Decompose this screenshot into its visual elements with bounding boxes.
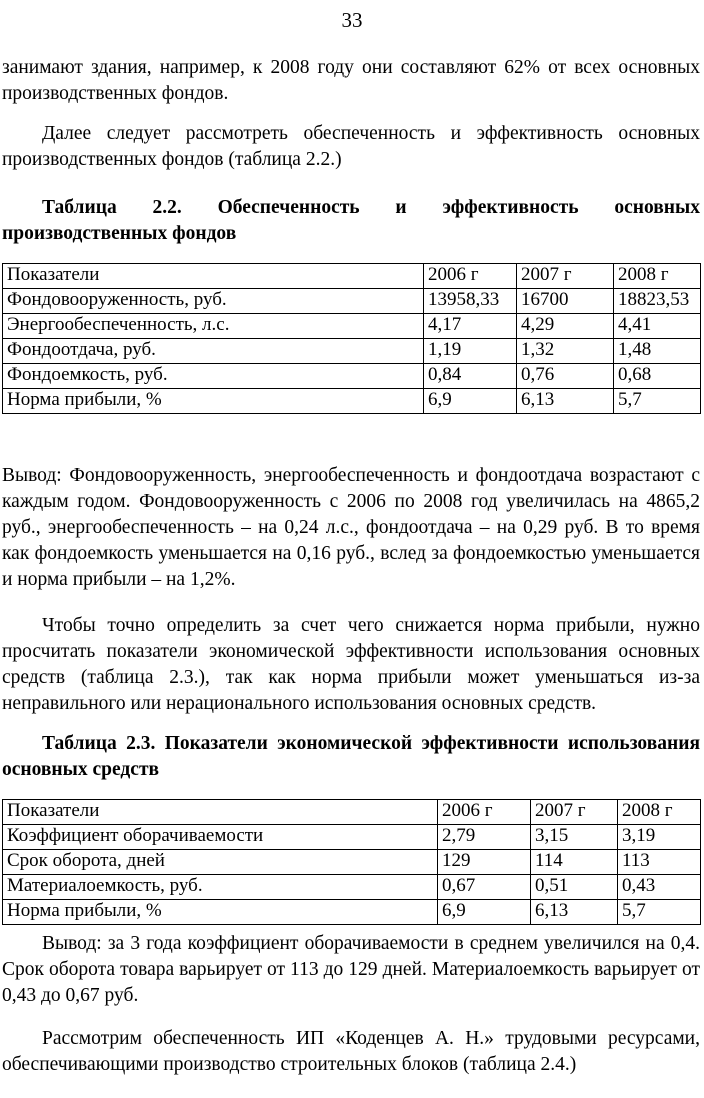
table-cell: Энергообеспеченность, л.с. — [3, 314, 424, 339]
table-cell: 4,29 — [517, 314, 614, 339]
table-cell: 5,7 — [618, 900, 701, 925]
table-row — [3, 339, 701, 364]
table-header-row — [3, 800, 701, 825]
page-number: 33 — [341, 8, 363, 32]
table-cell: 1,32 — [517, 339, 614, 364]
table-row — [3, 314, 701, 339]
table-row — [3, 364, 701, 389]
table-header-cell: 2007 г — [517, 264, 614, 289]
table-header-cell: 2008 г — [614, 264, 701, 289]
paragraph-table-ref-2-4: Рассмотрим обеспеченность ИП «Коденцев А. Н.» трудовыми ресурсами, обеспечивающими производство строительных блоков (таблица 2.4.) — [2, 1028, 700, 1075]
table-header-cell: Показатели — [3, 264, 424, 289]
table-cell: 13958,33 — [424, 289, 517, 314]
table-header-cell: Показатели — [3, 800, 438, 825]
table-cell: 0,43 — [618, 875, 701, 900]
table-header-cell: 2006 г — [438, 800, 531, 825]
table-cell: Фондоотдача, руб. — [3, 339, 424, 364]
paragraph-conclusion-2-2: Вывод: Фондовооруженность, энергообеспеченность и фондоотдача возрастают с каждым годом. Фондовооруженность с 2006 по 2008 год увеличилась на 4865,2 руб., энергообеспеченность – на 0,24 л.с., фондоотдача – на 0,29 руб. В то время как фондоемкость уменьшается на 0,16 руб., вслед за фондоемкостью уменьшается и норма прибыли – на 1,2%. — [2, 465, 700, 590]
table-cell: 1,48 — [614, 339, 701, 364]
table-cell: 16700 — [517, 289, 614, 314]
table-cell: 6,13 — [531, 900, 618, 925]
table-cell: 6,13 — [517, 389, 614, 414]
paragraph-conclusion-2-3: Вывод: за 3 года коэффициент оборачиваемости в среднем увеличился на 0,4. Срок оборота товара варьирует от 113 до 129 дней. Материалоемкость варьирует от 0,43 до 0,67 руб. — [2, 933, 700, 1006]
table-cell: 6,9 — [438, 900, 531, 925]
table-header-cell: 2007 г — [531, 800, 618, 825]
table-header-cell: 2006 г — [424, 264, 517, 289]
table-cell: 18823,53 — [614, 289, 701, 314]
table-cell: 0,51 — [531, 875, 618, 900]
paragraph-intro: занимают здания, например, к 2008 году они составляют 62% от всех основных производственных фондов. — [2, 57, 700, 104]
table-cell: 0,76 — [517, 364, 614, 389]
table-cell: 113 — [618, 850, 701, 875]
table-cell: 3,15 — [531, 825, 618, 850]
table-cell: 3,19 — [618, 825, 701, 850]
table-cell: 4,41 — [614, 314, 701, 339]
table-cell: Фондоемкость, руб. — [3, 364, 424, 389]
table-2-2-caption: Таблица 2.2. Обеспеченность и эффективность основных производственных фондов — [2, 197, 700, 244]
table-row — [3, 875, 701, 900]
table-cell: 129 — [438, 850, 531, 875]
paragraph-table-ref-2-2: Далее следует рассмотреть обеспеченность и эффективность основных производственных фондов (таблица 2.2.) — [2, 123, 700, 170]
table-row — [3, 850, 701, 875]
table-cell: 114 — [531, 850, 618, 875]
table-cell: 4,17 — [424, 314, 517, 339]
table-2-3-caption: Таблица 2.3. Показатели экономической эффективности использования основных средств — [2, 733, 700, 780]
table-cell: 5,7 — [614, 389, 701, 414]
table-cell: 0,84 — [424, 364, 517, 389]
table-row — [3, 389, 701, 414]
table-cell: Срок оборота, дней — [3, 850, 438, 875]
table-2-3 — [2, 799, 701, 925]
table-cell: Коэффициент оборачиваемости — [3, 825, 438, 850]
table-cell: 1,19 — [424, 339, 517, 364]
table-cell: Материалоемкость, руб. — [3, 875, 438, 900]
table-header-row — [3, 264, 701, 289]
table-cell: 0,67 — [438, 875, 531, 900]
table-header-cell: 2008 г — [618, 800, 701, 825]
table-cell: 2,79 — [438, 825, 531, 850]
table-cell: 6,9 — [424, 389, 517, 414]
paragraph-table-ref-2-3: Чтобы точно определить за счет чего снижается норма прибыли, нужно просчитать показатели экономической эффективности использования основных средств (таблица 2.3.), так как норма прибыли может уменьшаться из-за неправильного или нерационального использования основных средств. — [2, 615, 700, 714]
table-cell: Фондовооруженность, руб. — [3, 289, 424, 314]
table-row — [3, 289, 701, 314]
table-row — [3, 825, 701, 850]
table-2-2 — [2, 263, 701, 414]
table-row — [3, 900, 701, 925]
table-cell: Норма прибыли, % — [3, 389, 424, 414]
table-cell: 0,68 — [614, 364, 701, 389]
table-cell: Норма прибыли, % — [3, 900, 438, 925]
